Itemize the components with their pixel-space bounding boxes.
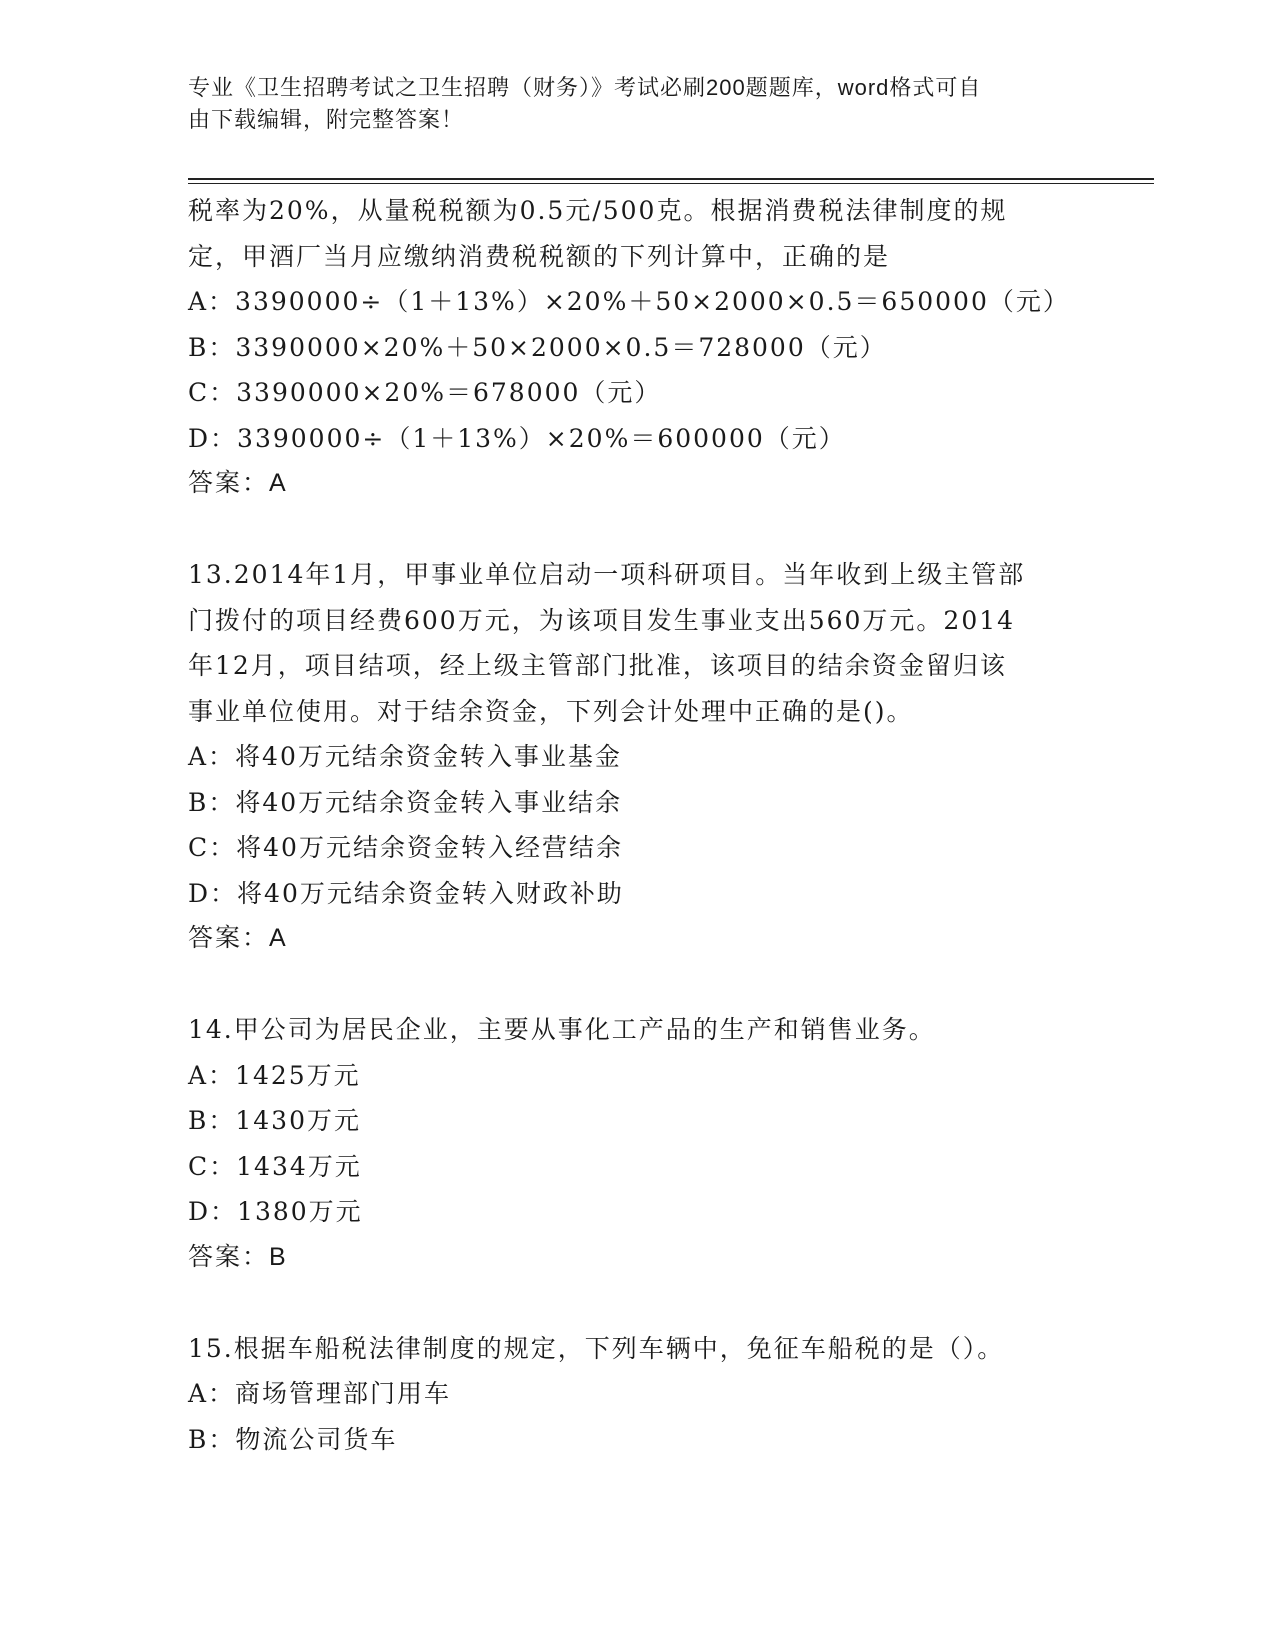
question-text-line: 门拨付的项目经费600万元，为该项目发生事业支出560万元。2014 xyxy=(188,605,1016,635)
option-a: A：1425万元 xyxy=(188,1060,361,1090)
header-rule-thick xyxy=(188,178,1154,180)
option-b: B：将40万元结余资金转入事业结余 xyxy=(188,787,623,817)
question-text-line: 年12月，项目结项，经上级主管部门批准，该项目的结余资金留归该 xyxy=(188,651,1007,680)
question-text-line: 定，甲酒厂当月应缴纳消费税税额的下列计算中，正确的是 xyxy=(188,241,891,271)
question-15 xyxy=(188,1326,1088,1463)
spacer xyxy=(188,962,1088,1008)
option-d: D：3390000÷（1＋13%）×20%＝600000（元） xyxy=(188,423,846,453)
question-12 xyxy=(188,188,1088,507)
header-rule-thin xyxy=(188,183,1154,184)
option-a: A：商场管理部门用车 xyxy=(188,1379,452,1408)
answer: 答案：A xyxy=(188,469,288,497)
spacer xyxy=(188,1280,1088,1326)
option-d: D：将40万元结余资金转入财政补助 xyxy=(188,878,624,908)
document-header xyxy=(188,72,1068,136)
question-text-line: 15.根据车船税法律制度的规定，下列车辆中，免征车船税的是（）。 xyxy=(188,1333,1005,1363)
header-line-2: 由下载编辑，附完整答案！ xyxy=(188,107,465,132)
option-c: C：1434万元 xyxy=(188,1151,362,1181)
answer: 答案：B xyxy=(188,1242,288,1271)
question-text-line: 税率为20%，从量税税额为0.5元/500克。根据消费税法律制度的规 xyxy=(188,196,1008,225)
option-c: C：将40万元结余资金转入经营结余 xyxy=(188,833,623,862)
document-body xyxy=(188,188,1088,1462)
option-a: A：将40万元结余资金转入事业基金 xyxy=(188,742,622,771)
option-c: C：3390000×20%＝678000（元） xyxy=(188,378,662,407)
option-b: B：物流公司货车 xyxy=(188,1424,398,1454)
header-line-1: 专业《卫生招聘考试之卫生招聘（财务）》考试必刷200题题库，word格式可自 xyxy=(188,75,982,100)
question-14 xyxy=(188,1007,1088,1280)
option-b: B：1430万元 xyxy=(188,1106,361,1135)
answer: 答案：A xyxy=(188,924,288,952)
option-b: B：3390000×20%＋50×2000×0.5＝728000（元） xyxy=(188,332,887,362)
spacer xyxy=(188,507,1088,553)
question-text-line: 事业单位使用。对于结余资金，下列会计处理中正确的是()。 xyxy=(188,696,914,726)
question-text-line: 14.甲公司为居民企业，主要从事化工产品的生产和销售业务。 xyxy=(188,1015,936,1044)
option-d: D：1380万元 xyxy=(188,1197,363,1226)
question-13 xyxy=(188,552,1088,962)
question-text-line: 13.2014年1月，甲事业单位启动一项科研项目。当年收到上级主管部 xyxy=(188,560,1026,589)
option-a: A：3390000÷（1＋13%）×20%＋50×2000×0.5＝650000（元） xyxy=(188,287,1070,316)
